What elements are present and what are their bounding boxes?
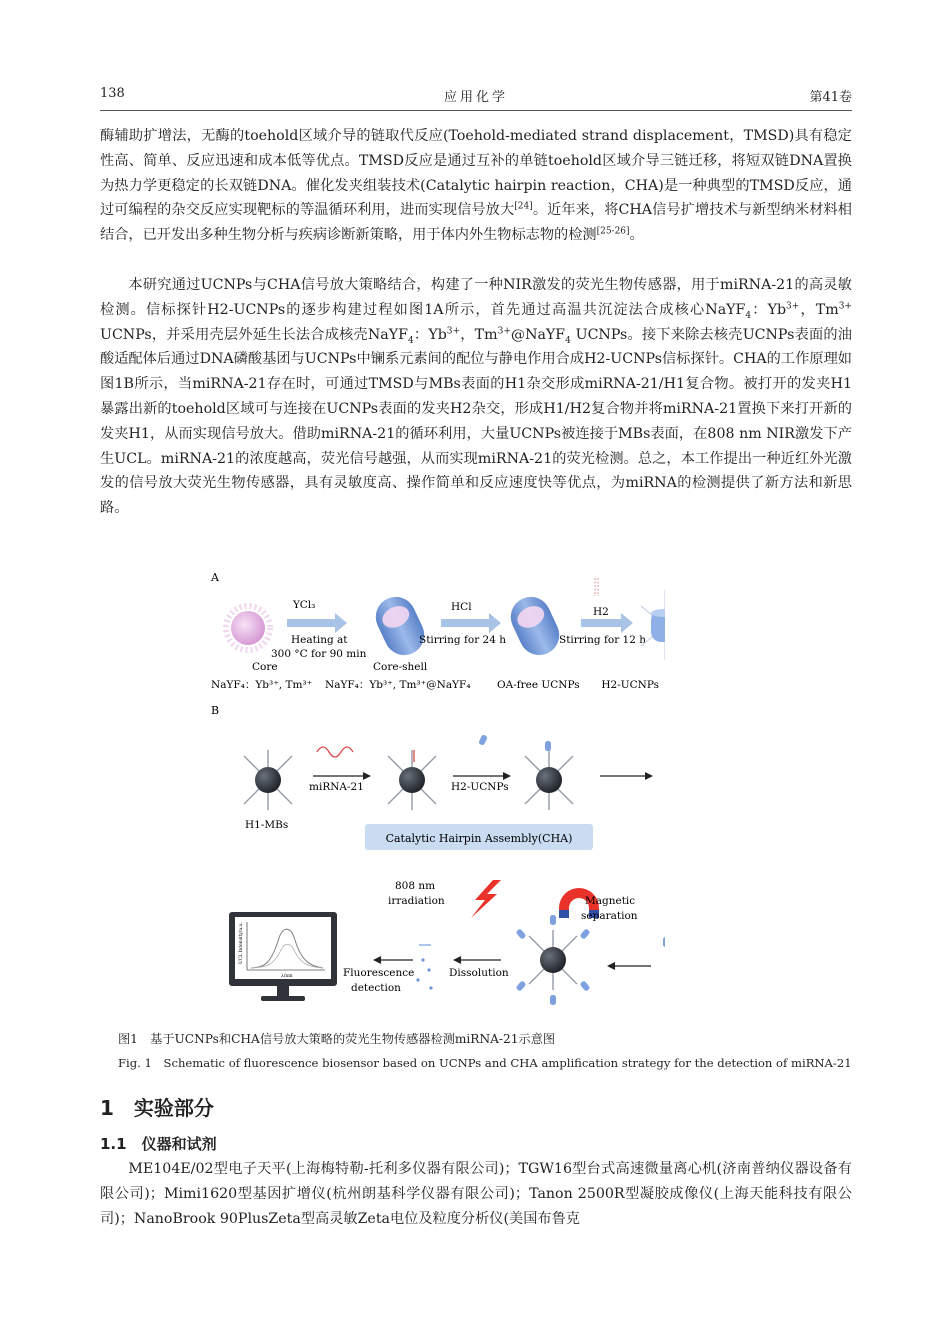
stirring-24h-label: Stirring for 24 h — [419, 634, 507, 646]
ucl-axis-label: UCL Intensity/a.u. — [239, 922, 244, 964]
h1-mbs-bead-icon — [244, 750, 292, 810]
panel-a-label: A — [211, 571, 219, 584]
mb-ucnp-complex-icon — [525, 741, 573, 810]
h2-ucnps-label: H2-UCNPs — [601, 679, 659, 691]
page-number: 138 — [100, 86, 125, 101]
monitor-icon — [229, 912, 337, 1001]
stirring-12h-label: Stirring for 12 h — [559, 634, 647, 646]
arrow-dissolution — [453, 956, 501, 964]
cha-label: Catalytic Hairpin Assembly(CHA) — [385, 832, 573, 845]
core-formula: NaYF₄：Yb³⁺, Tm³⁺ — [211, 679, 313, 691]
volume-number: 第41卷 — [809, 90, 852, 105]
hcl-label: HCl — [451, 601, 472, 613]
oa-free-ucnps-icon — [504, 590, 566, 661]
wavelength-axis-label: λ/nm — [281, 974, 293, 979]
intro-paragraph-2: 本研究通过UCNPs与CHA信号放大策略结合，构建了一种NIR激发的荧光生物传感器，用于miRNA-21的高灵敏检测。信标探针H2-UCNPs的逐步构建过程如图1A所示，首先通过高温共沉淀法合成核心NaYF$_4$：$Yb^{3+}$，$Tm^{3+}$ UCNPs，并采用壳层外延生长法合成核壳NaYF$_4$：$Yb^{3+}$，$Tm^{3+}@NaYF_4$ UCNPs。接下来除去核壳UCNPs表面的油酸适配体后通过DNA磷酸基团与UCNPs中镧系元素间的配位与静电作用合成H2-UCNPs信标探针。CHA的工作原理如图1B所示，当miRNA-21存在时，可通过TMSD与MBs表面的H1杂交形成miRNA-21/H1复合物。被打开的发夹H1暴露出新的toehold区域可与连接在UCNPs表面的发夹H2杂交，形成H1/H2复合物并将miRNA-21置换下来打开新的发夹H1，从而实现信号放大。借助miRNA-21的循环利用，大量UCNPs被连接于MBs表面，在808 nm NIR激发下产生UCL。miRNA-21的浓度越高，荧光信号越强，从而实现miRNA-21的荧光检测。总之，本工作提出一种近红外光激发的信号放大荧光生物传感器，具有灵敏度高、操作简单和反应速度快等优点，为miRNA的检测提供了新方法和新思路。 — [100, 277, 852, 517]
small-h2-ucnp-icon — [478, 734, 488, 746]
arrow-mirna — [313, 772, 371, 780]
dispersed-ucnps-icon — [416, 944, 432, 990]
core-shell-formula: NaYF₄：Yb³⁺, Tm³⁺@NaYF₄ — [325, 679, 471, 691]
arrow-cycle-right — [600, 772, 653, 780]
heating-label-1: Heating at — [291, 634, 348, 646]
core-shell-particle-icon — [369, 590, 431, 661]
h2-ucnps-arrow-label: H2-UCNPs — [451, 781, 509, 793]
h1-mbs-label: H1-MBs — [245, 819, 289, 831]
running-header — [100, 84, 852, 111]
citation-24: [24] — [514, 201, 533, 212]
heating-label-2: 300 °C for 90 min — [271, 648, 367, 660]
core-particle-icon — [226, 606, 270, 650]
dissolution-label: Dissolution — [449, 967, 509, 979]
section-heading-1: 1 实验部分 — [100, 1096, 214, 1120]
mirna-label: miRNA-21 — [309, 781, 364, 793]
fluorescence-label-2: detection — [351, 982, 401, 994]
instruments-paragraph: ME104E/02型电子天平(上海梅特勒-托利多仪器有限公司)；TGW16型台式高速微量离心机(济南普纳仪器设备有限公司)；Mimi1620型基因扩增仪(杭州朗基科学仪器有限公司)；Tanon 2500R型凝胶成像仪(上海天能科技有限公司)；NanoBrook 90PlusZeta型高灵敏Zeta电位及粒度分析仪(美国布鲁克 — [100, 1161, 852, 1227]
mb-ucnp-many-icon — [663, 936, 665, 996]
section-heading-1-1: 1.1 仪器和试剂 — [100, 1135, 217, 1153]
h2-hairpin-icon — [595, 578, 598, 596]
magnetic-label-2: separation — [581, 910, 638, 922]
figure-1-schematic — [205, 568, 665, 1008]
h2-ucnps-icon — [641, 590, 665, 660]
lightning-icon — [471, 880, 501, 918]
figure-caption-cn: 图1 基于UCNPs和CHA信号放大策略的荧光生物传感器检测miRNA-21示意图 — [118, 1032, 556, 1046]
panel-b-label: B — [211, 704, 220, 717]
core-label: Core — [252, 661, 278, 673]
magnetic-label-1: Magnetic — [585, 895, 636, 907]
fluorescence-label-1: Fluorescence — [343, 967, 415, 979]
mirna-strand-icon — [317, 747, 353, 757]
arrow-left-1 — [607, 962, 651, 970]
h2-label: H2 — [593, 606, 609, 618]
arrow-hcl — [441, 613, 501, 633]
arrow-ycl3 — [287, 613, 347, 633]
figure-caption-en: Fig. 1 Schematic of fluorescence biosensor based on UCNPs and CHA amplification strategy for the detection of miRNA-21 — [118, 1056, 852, 1070]
oa-free-ucnps-label: OA-free UCNPs — [497, 679, 580, 691]
arrow-h2-ucnps — [453, 772, 511, 780]
mb-mirna-bead-icon — [388, 750, 436, 810]
irradiation-label-2: irradiation — [388, 895, 445, 907]
irradiation-label-1: 808 nm — [395, 880, 436, 892]
mb-ucnp-loaded-icon — [515, 915, 590, 1005]
core-shell-label: Core-shell — [373, 661, 428, 673]
intro-paragraph-1: 酶辅助扩增法，无酶的toehold区域介导的链取代反应(Toehold-mediated strand displacement，TMSD)具有稳定性高、简单、反应迅速和成本低等优点。TMSD反应是通过互补的单链toehold区域介导三链迁移，将短双链DNA置换为热力学更稳定的长双链DNA。催化发夹组装技术(Catalytic hairpin reaction，CHA)是一种典型的TMSD反应，通过可编程的杂交反应实现靶标的等温循环利用，进而实现信号放大[24]。近年来，将CHA信号扩增技术与新型纳米材料相结合，已开发出多种生物分析与疾病诊断新策略，用于体内外生物标志物的检测[25-26]。 — [100, 128, 852, 244]
ycl3-label: YCl₃ — [293, 599, 316, 611]
arrow-fluorescence — [373, 956, 413, 964]
journal-name: 应用化学 — [443, 90, 508, 105]
citation-25-26: [25-26] — [596, 226, 630, 237]
